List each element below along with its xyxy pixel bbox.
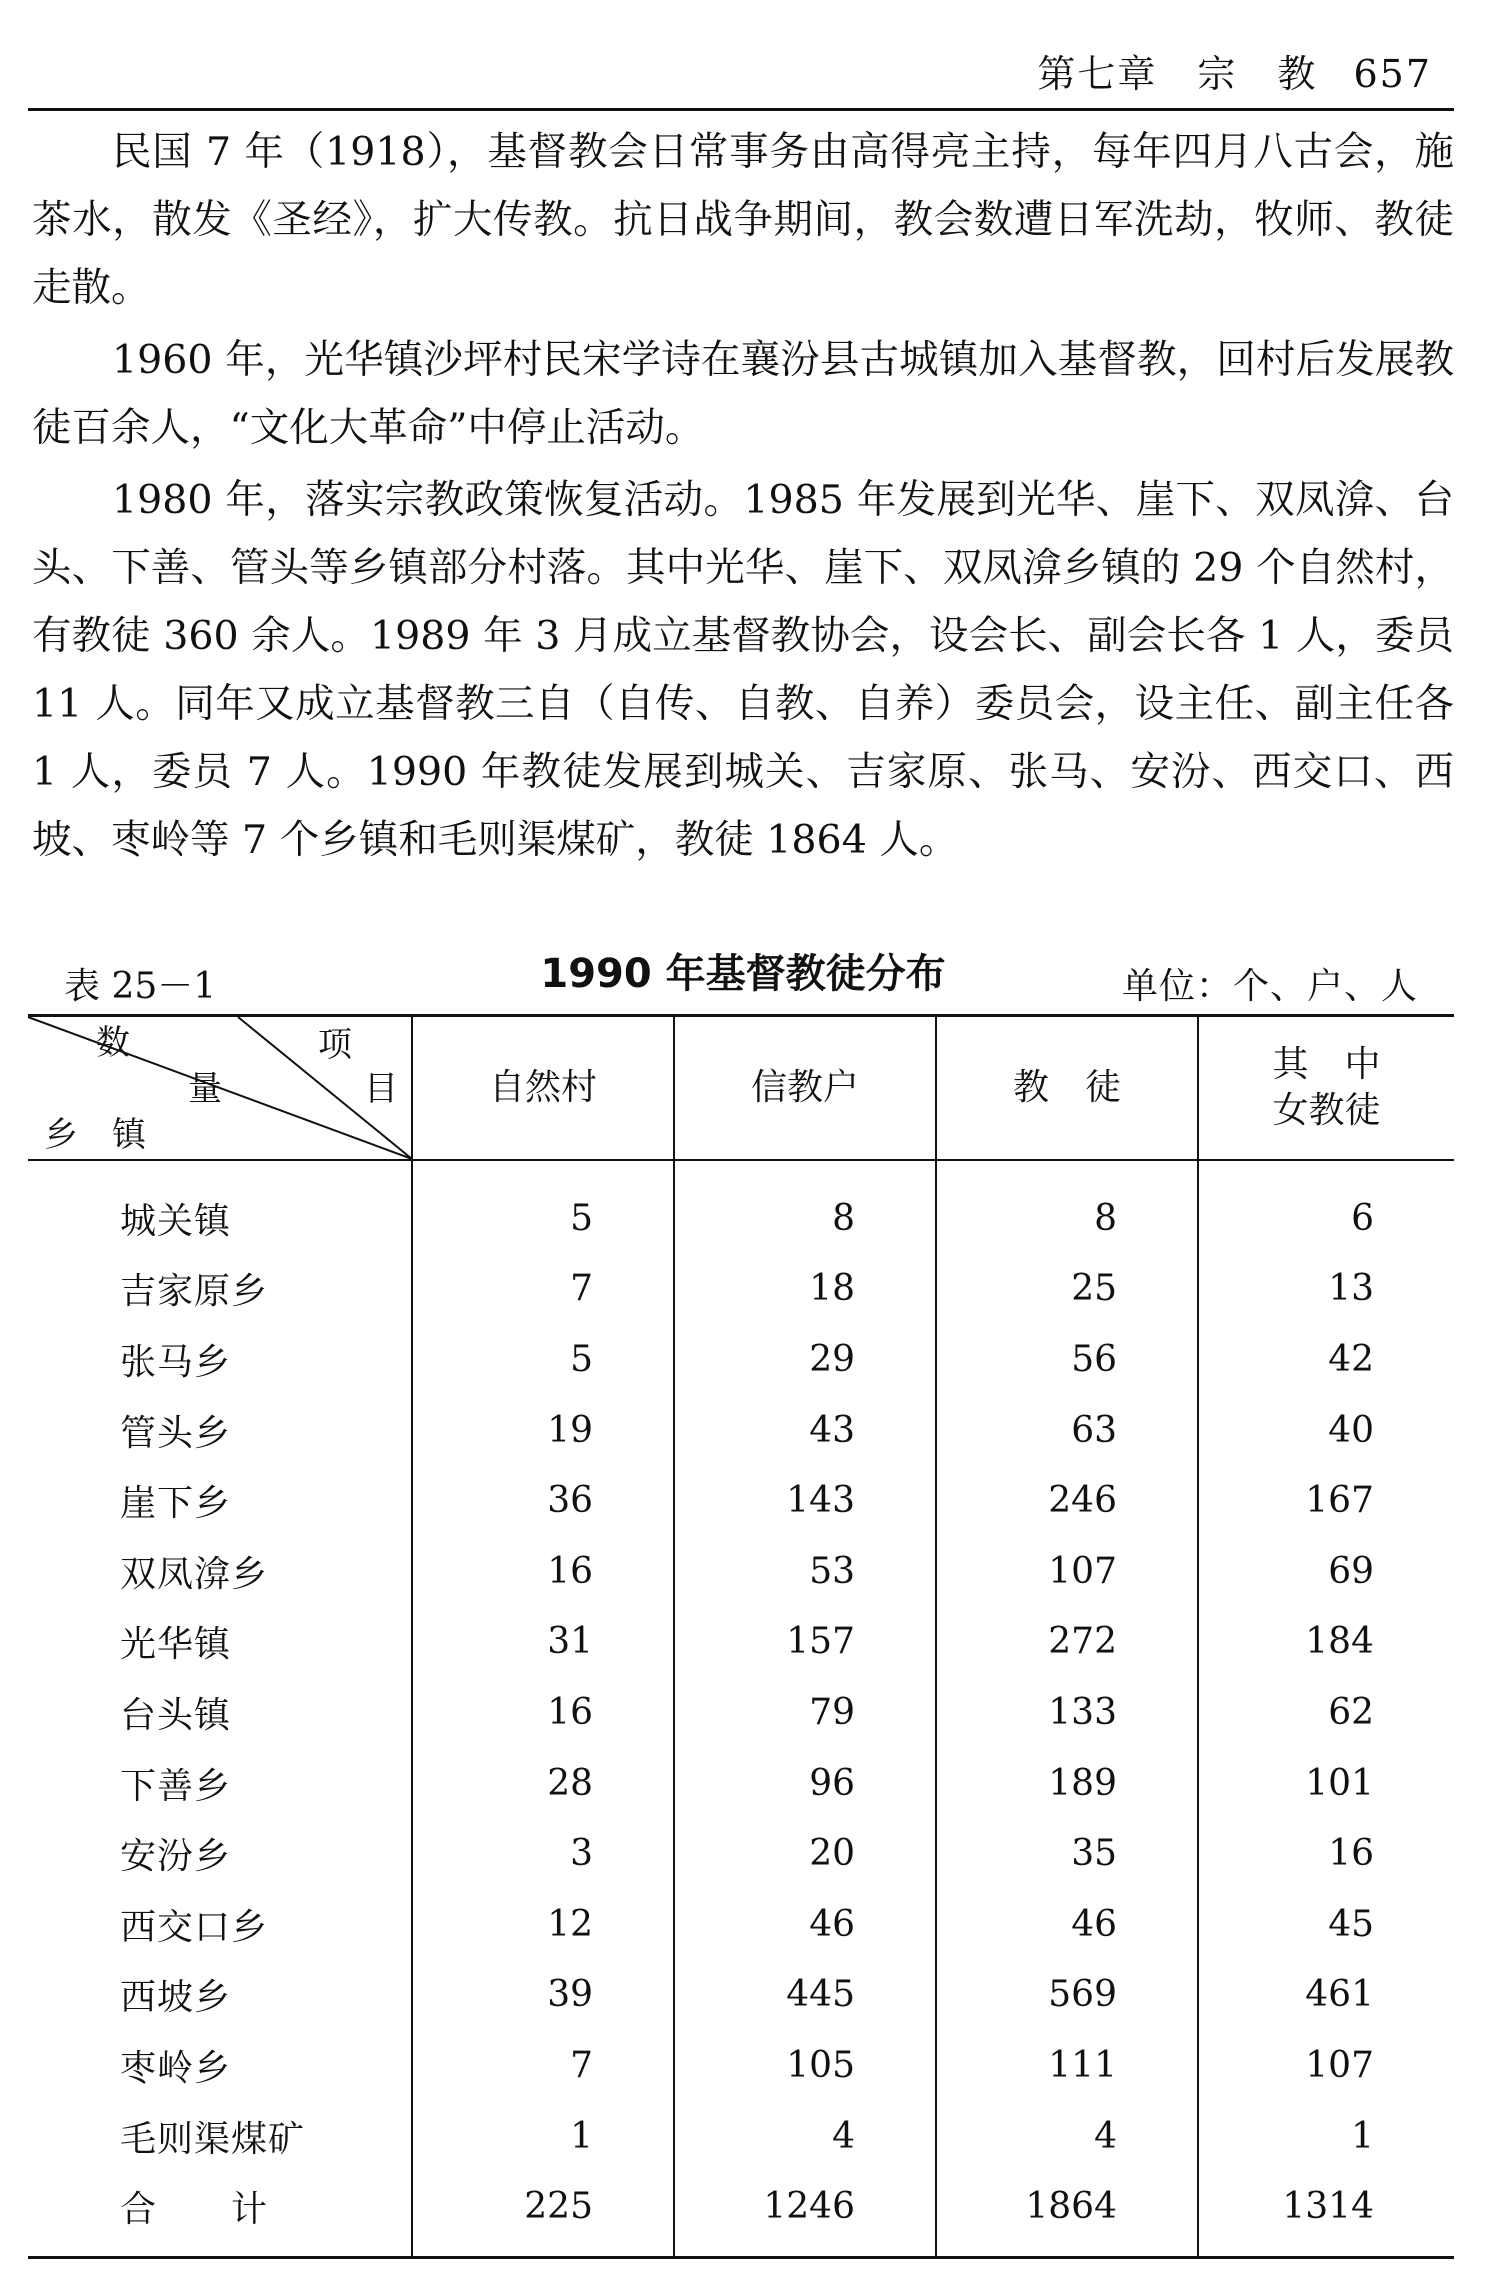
corner-label-township: 乡 镇: [44, 1115, 146, 1155]
table-row: [28, 2030, 1454, 2101]
table-row: [28, 1818, 1454, 1889]
running-header: [0, 0, 1500, 112]
cell-villages: 16: [412, 1536, 674, 1607]
table-row: [28, 1324, 1454, 1395]
township-name: 管头乡: [120, 1412, 232, 1454]
table-row: [28, 1395, 1454, 1466]
cell-villages: 5: [412, 1324, 674, 1395]
cell-villages: 7: [412, 2030, 674, 2101]
column-header: 其 中 女教徒: [1198, 1016, 1454, 1161]
cell-female-believers: 42: [1198, 1324, 1454, 1395]
total-female-believers: 1314: [1198, 2171, 1454, 2257]
cell-households: 29: [674, 1324, 936, 1395]
cell-villages: 16: [412, 1677, 674, 1748]
table-number: 表 25－1: [64, 966, 217, 1007]
total-households: 1246: [674, 2171, 936, 2257]
table-header: [28, 1016, 1454, 1161]
table-row: [28, 1607, 1454, 1678]
table-row: [28, 1254, 1454, 1325]
township-name: 崖下乡: [120, 1483, 232, 1525]
body-text: [32, 118, 1454, 878]
table-row: [28, 1160, 1454, 1254]
corner-label-shu: 数: [96, 1023, 130, 1063]
cell-villages: 5: [412, 1160, 674, 1254]
cell-believers: 25: [936, 1254, 1198, 1325]
cell-believers: 569: [936, 1960, 1198, 2031]
cell-believers: 133: [936, 1677, 1198, 1748]
cell-households: 8: [674, 1160, 936, 1254]
cell-villages: 39: [412, 1960, 674, 2031]
cell-households: 445: [674, 1960, 936, 2031]
township-name: 西交口乡: [120, 1906, 269, 1948]
table-body: [28, 1160, 1454, 2257]
cell-female-believers: 13: [1198, 1254, 1454, 1325]
township-name: 台头镇: [120, 1694, 232, 1736]
column-header: 自然村: [412, 1016, 674, 1161]
corner-label-liang: 量: [188, 1069, 222, 1109]
corner-header-cell: [28, 1016, 412, 1161]
cell-households: 79: [674, 1677, 936, 1748]
table-row: [28, 1536, 1454, 1607]
cell-believers: 8: [936, 1160, 1198, 1254]
column-header: 信教户: [674, 1016, 936, 1161]
cell-believers: 189: [936, 1748, 1198, 1819]
table-total-row: [28, 2171, 1454, 2257]
cell-believers: 46: [936, 1889, 1198, 1960]
cell-households: 46: [674, 1889, 936, 1960]
township-name: 西坡乡: [120, 1977, 232, 2019]
township-name: 城关镇: [120, 1200, 232, 1242]
cell-villages: 19: [412, 1395, 674, 1466]
cell-believers: 63: [936, 1395, 1198, 1466]
table-row: [28, 2101, 1454, 2172]
township-name: 吉家原乡: [120, 1271, 269, 1313]
cell-households: 105: [674, 2030, 936, 2101]
cell-female-believers: 16: [1198, 1818, 1454, 1889]
cell-households: 143: [674, 1465, 936, 1536]
cell-believers: 246: [936, 1465, 1198, 1536]
cell-female-believers: 62: [1198, 1677, 1454, 1748]
cell-households: 20: [674, 1818, 936, 1889]
township-name: 双凤渰乡: [120, 1553, 269, 1595]
cell-female-believers: 45: [1198, 1889, 1454, 1960]
cell-villages: 7: [412, 1254, 674, 1325]
cell-female-believers: 6: [1198, 1160, 1454, 1254]
header-rule: [28, 108, 1454, 111]
cell-female-believers: 107: [1198, 2030, 1454, 2101]
cell-female-believers: 461: [1198, 1960, 1454, 2031]
corner-label-xiang: 项: [318, 1025, 352, 1065]
cell-believers: 4: [936, 2101, 1198, 2172]
cell-households: 18: [674, 1254, 936, 1325]
cell-households: 4: [674, 2101, 936, 2172]
table-caption: [32, 932, 1454, 1007]
cell-households: 43: [674, 1395, 936, 1466]
paragraph: 1960 年，光华镇沙坪村民宋学诗在襄汾县古城镇加入基督教，回村后发展教徒百余人，“文化大革命”中停止活动。: [32, 337, 1454, 451]
cell-female-believers: 1: [1198, 2101, 1454, 2172]
cell-households: 157: [674, 1607, 936, 1678]
header-text: [1037, 50, 1432, 98]
cell-female-believers: 101: [1198, 1748, 1454, 1819]
cell-believers: 35: [936, 1818, 1198, 1889]
cell-female-believers: 167: [1198, 1465, 1454, 1536]
table-row: [28, 1677, 1454, 1748]
cell-villages: 1: [412, 2101, 674, 2172]
total-label: 合 计: [120, 2189, 269, 2231]
cell-believers: 272: [936, 1607, 1198, 1678]
total-believers: 1864: [936, 2171, 1198, 2257]
corner-label-mu: 目: [364, 1069, 398, 1109]
table-row: [28, 1748, 1454, 1819]
table-row: [28, 1465, 1454, 1536]
distribution-table: [28, 1014, 1454, 2259]
township-name: 安汾乡: [120, 1836, 232, 1878]
table-row: [28, 1889, 1454, 1960]
township-name: 毛则渠煤矿: [120, 2118, 306, 2160]
cell-believers: 56: [936, 1324, 1198, 1395]
township-name: 枣岭乡: [120, 2047, 232, 2089]
township-name: 光华镇: [120, 1624, 232, 1666]
cell-households: 96: [674, 1748, 936, 1819]
table-unit: 单位：个、户、人: [1121, 966, 1418, 1007]
cell-villages: 3: [412, 1818, 674, 1889]
table-title: 1990 年基督教徒分布: [540, 951, 946, 997]
cell-households: 53: [674, 1536, 936, 1607]
cell-believers: 111: [936, 2030, 1198, 2101]
cell-villages: 12: [412, 1889, 674, 1960]
total-villages: 225: [412, 2171, 674, 2257]
paragraph: 民国 7 年（1918），基督教会日常事务由高得亮主持，每年四月八古会，施茶水，散发《圣经》，扩大传教。抗日战争期间，教会数遭日军洗劫，牧师、教徒走散。: [32, 129, 1454, 311]
chapter-title: 第七章 宗 教: [1037, 52, 1318, 96]
cell-believers: 107: [936, 1536, 1198, 1607]
page-number: 657: [1353, 52, 1432, 96]
column-header: 教 徒: [936, 1016, 1198, 1161]
cell-villages: 36: [412, 1465, 674, 1536]
cell-villages: 31: [412, 1607, 674, 1678]
paragraph: 1980 年，落实宗教政策恢复活动。1985 年发展到光华、崖下、双凤渰、台头、下善、管头等乡镇部分村落。其中光华、崖下、双凤渰乡镇的 29 个自然村，有教徒 360 余人。1989 年 3 月成立基督教协会，设会长、副会长各 1 人，委员 11 人。同年又成立基督教三自（自传、自教、自养）委员会，设主任、副主任各 1 人，委员 7 人。1990 年教徒发展到城关、吉家原、张马、安汾、西交口、西坡、枣岭等 7 个乡镇和毛则渠煤矿，教徒 1864 人。: [32, 477, 1454, 863]
township-name: 张马乡: [120, 1341, 232, 1383]
cell-female-believers: 40: [1198, 1395, 1454, 1466]
township-name: 下善乡: [120, 1765, 232, 1807]
cell-villages: 28: [412, 1748, 674, 1819]
table-row: [28, 1960, 1454, 2031]
cell-female-believers: 69: [1198, 1536, 1454, 1607]
cell-female-believers: 184: [1198, 1607, 1454, 1678]
